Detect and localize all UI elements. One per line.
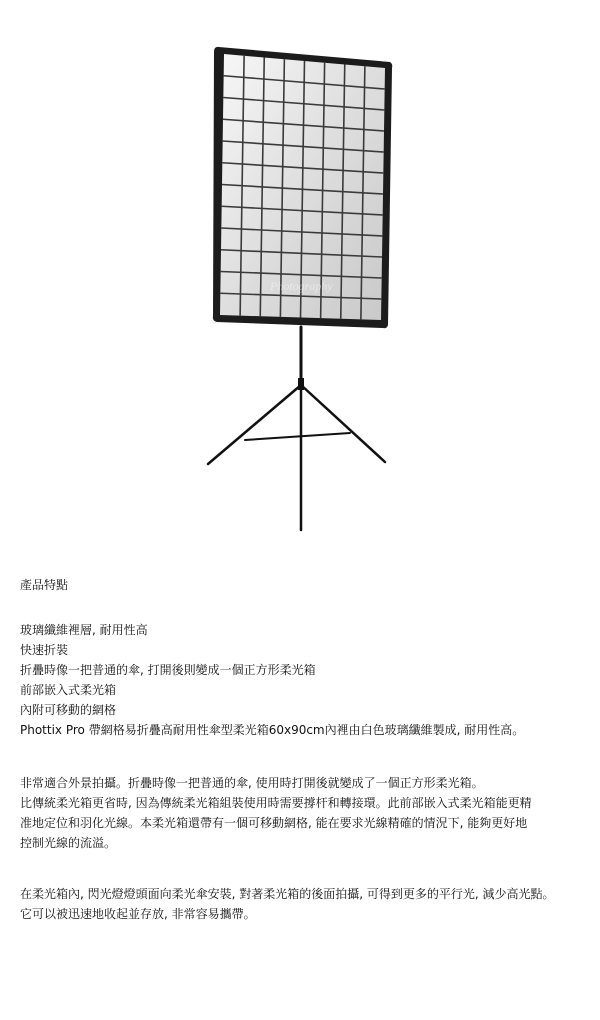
watermark-text: Photography bbox=[270, 279, 333, 293]
feature-item: Phottix Pro 帶網格易折疊高耐用性傘型柔光箱60x90cm內裡由白色玻璃纖維製成, 耐用性高。 bbox=[20, 723, 525, 737]
feature-list bbox=[20, 620, 588, 740]
description-line: 它可以被迅速地收起並存放, 非常容易攜帶。 bbox=[20, 907, 256, 921]
feature-item: 前部嵌入式柔光箱 bbox=[20, 683, 117, 697]
feature-item: 快速折裝 bbox=[20, 643, 69, 657]
light-stand bbox=[208, 327, 385, 530]
description-line: 在柔光箱內, 閃光燈燈頭面向柔光傘安裝, 對著柔光箱的後面拍攝, 可得到更多的平行光, 減少高光點。 bbox=[20, 887, 555, 901]
section-title-block bbox=[20, 575, 588, 595]
section-title: 產品特點 bbox=[20, 578, 69, 592]
feature-item: 折疊時像一把普通的傘, 打開後則變成一個正方形柔光箱 bbox=[20, 663, 316, 677]
feature-item: 玻璃纖維裡層, 耐用性高 bbox=[20, 623, 148, 637]
description-line: 非常適合外景拍攝。折疊時像一把普通的傘, 使用時打開後就變成了一個正方形柔光箱。 bbox=[20, 776, 484, 790]
description-paragraph-1 bbox=[20, 773, 588, 853]
description-line: 准地定位和羽化光線。本柔光箱還帶有一個可移動網格, 能在要求光線精確的情況下, 能夠更好地 bbox=[20, 816, 528, 830]
feature-item: 內附可移動的網格 bbox=[20, 703, 117, 717]
product-image bbox=[200, 40, 400, 540]
description-line: 控制光線的流溢。 bbox=[20, 836, 117, 850]
description-paragraph-2 bbox=[20, 884, 588, 924]
description-line: 比傳統柔光箱更省時, 因為傳統柔光箱組裝使用時需要撐杆和轉接環。此前部嵌入式柔光箱能更精 bbox=[20, 796, 532, 810]
